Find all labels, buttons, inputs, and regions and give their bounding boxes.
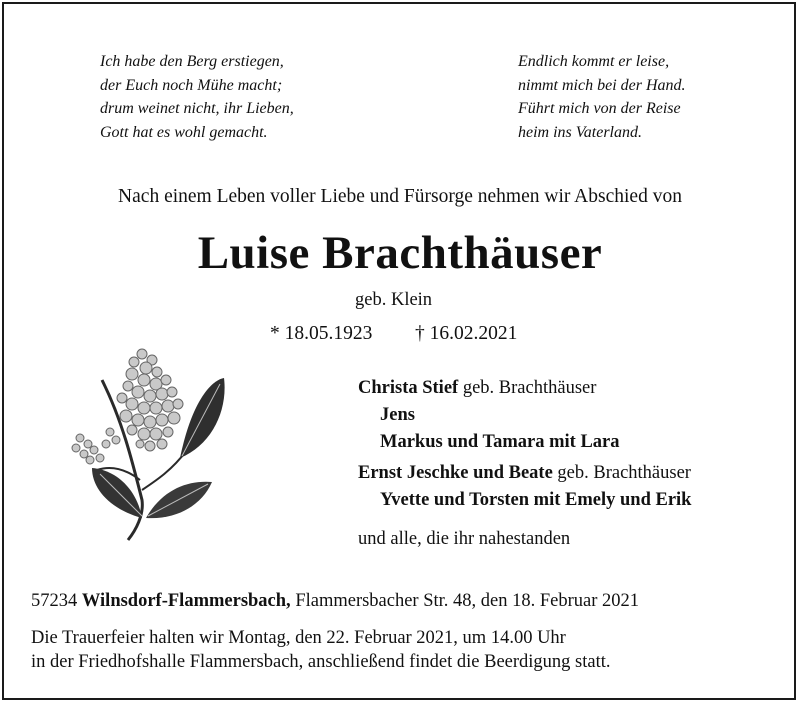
birth-date: * 18.05.1923	[270, 323, 373, 344]
lilac-flower-image	[62, 340, 232, 548]
survivor-maiden: geb. Brachthäuser	[458, 378, 597, 398]
survivor-line	[358, 375, 691, 402]
poem-left-line: Ich habe den Berg erstiegen,	[100, 53, 284, 70]
place-date-line	[31, 591, 639, 612]
death-date: † 16.02.2021	[415, 323, 518, 344]
survivor-line: Markus und Tamara mit Lara	[380, 432, 620, 452]
survivor-line: Yvette und Torsten mit Emely und Erik	[380, 490, 692, 510]
survivor-line: Jens	[380, 405, 415, 425]
poem-left-line: drum weinet nicht, ihr Lieben,	[100, 100, 294, 117]
maiden-name: geb. Klein	[355, 290, 433, 310]
funeral-service-info	[31, 627, 611, 674]
poem-right-line: Führt mich von der Reise	[518, 100, 681, 117]
deceased-name: Luise Brachthäuser	[197, 227, 603, 279]
poem-left-line: der Euch noch Mühe macht;	[100, 76, 283, 94]
town: Wilnsdorf-Flammersbach,	[81, 591, 291, 611]
survivor-line	[358, 460, 691, 487]
survivor-name: Ernst Jeschke und Beate	[358, 463, 553, 483]
survivors-closing: und alle, die ihr nahestanden	[358, 529, 571, 549]
survivors-list	[358, 375, 691, 553]
postcode: 57234	[31, 591, 82, 611]
survivor-maiden: geb. Brachthäuser	[552, 463, 691, 483]
life-dates	[270, 323, 518, 345]
poem-right-line: heim ins Vaterland.	[518, 123, 642, 141]
survivor-name: Christa Stief	[358, 378, 459, 398]
poem-right-line: nimmt mich bei der Hand.	[518, 76, 686, 94]
poem-left-line: Gott hat es wohl gemacht.	[100, 123, 268, 141]
service-line: in der Friedhofshalle Flammersbach, anschließend findet die Beerdigung statt.	[31, 651, 611, 672]
poem-right	[518, 50, 686, 144]
address-date: Flammersbacher Str. 48, den 18. Februar 2021	[290, 591, 640, 611]
poem-left	[100, 50, 294, 144]
service-line: Die Trauerfeier halten wir Montag, den 22. Februar 2021, um 14.00 Uhr	[31, 628, 566, 648]
poem-right-line: Endlich kommt er leise,	[518, 53, 670, 70]
intro-text: Nach einem Leben voller Liebe und Fürsorge nehmen wir Abschied von	[118, 186, 682, 207]
